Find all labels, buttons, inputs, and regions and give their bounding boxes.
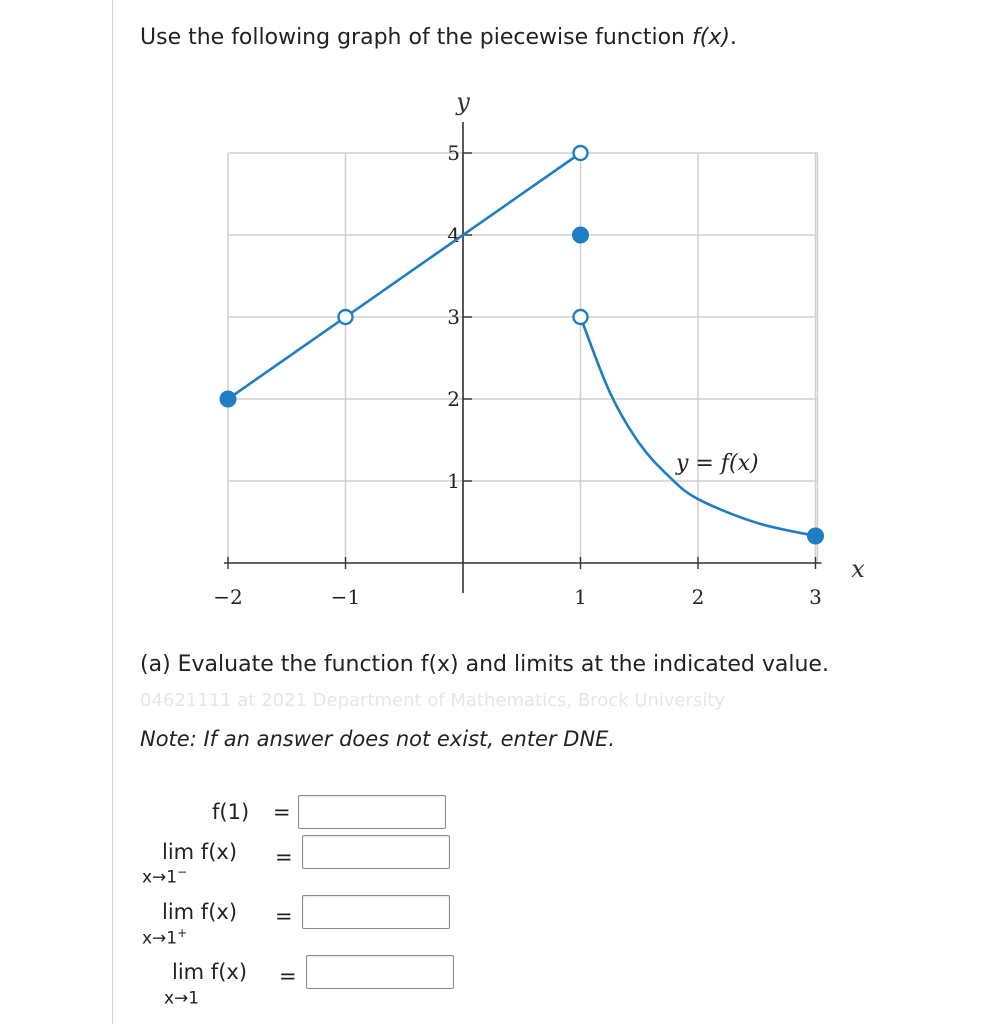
line-segment	[228, 153, 581, 399]
note-text: Note: If an answer does not exist, enter DNE.	[140, 727, 616, 751]
limit-subscript-left: x→1−	[142, 865, 188, 888]
y-tick-label: 5	[447, 141, 460, 165]
closed-point	[573, 227, 589, 243]
x-tick-label: 3	[809, 585, 822, 609]
expression-f1: f(1)	[212, 800, 250, 824]
points	[220, 146, 824, 544]
answer-input-right-limit[interactable]	[302, 895, 450, 929]
tick-labels	[213, 141, 822, 609]
open-point	[574, 146, 588, 160]
equals-sign: =	[275, 845, 293, 869]
y-axis-label: y	[456, 88, 470, 116]
expression-limit: lim f(x)	[172, 960, 248, 984]
answer-input-left-limit[interactable]	[302, 835, 450, 869]
answer-input-f1[interactable]	[298, 795, 446, 829]
question-intro: Use the following graph of the piecewise function f(x).	[140, 25, 737, 50]
equals-sign: =	[275, 904, 293, 928]
y-tick-label: 4	[447, 223, 460, 247]
open-point	[574, 310, 588, 324]
limit-subscript: x→1	[164, 988, 200, 1009]
closed-point	[808, 528, 824, 544]
x-tick-label: 1	[574, 585, 587, 609]
answer-input-limit[interactable]	[306, 955, 454, 989]
y-tick-label: 2	[447, 387, 460, 411]
part-a-prompt: (a) Evaluate the function f(x) and limits at the indicated value.	[140, 652, 829, 677]
expression-right-limit: lim f(x)	[162, 900, 238, 924]
grid	[228, 153, 818, 563]
equals-sign: =	[273, 800, 291, 824]
equals-sign: =	[279, 964, 297, 988]
closed-point	[220, 391, 236, 407]
x-axis-label: x	[851, 555, 865, 583]
curve-label: y = f(x)	[676, 451, 759, 476]
x-tick-label: −1	[330, 585, 361, 609]
expression-left-limit: lim f(x)	[162, 840, 238, 864]
x-tick-label: −2	[213, 585, 243, 609]
x-tick-label: 2	[691, 585, 705, 609]
limit-subscript-right: x→1+	[142, 926, 188, 949]
series	[228, 153, 816, 536]
watermark: 04621111 at 2021 Department of Mathematics, Brock University	[140, 690, 726, 711]
y-tick-label: 1	[447, 469, 460, 493]
y-tick-label: 3	[447, 305, 460, 329]
open-point	[339, 310, 353, 324]
